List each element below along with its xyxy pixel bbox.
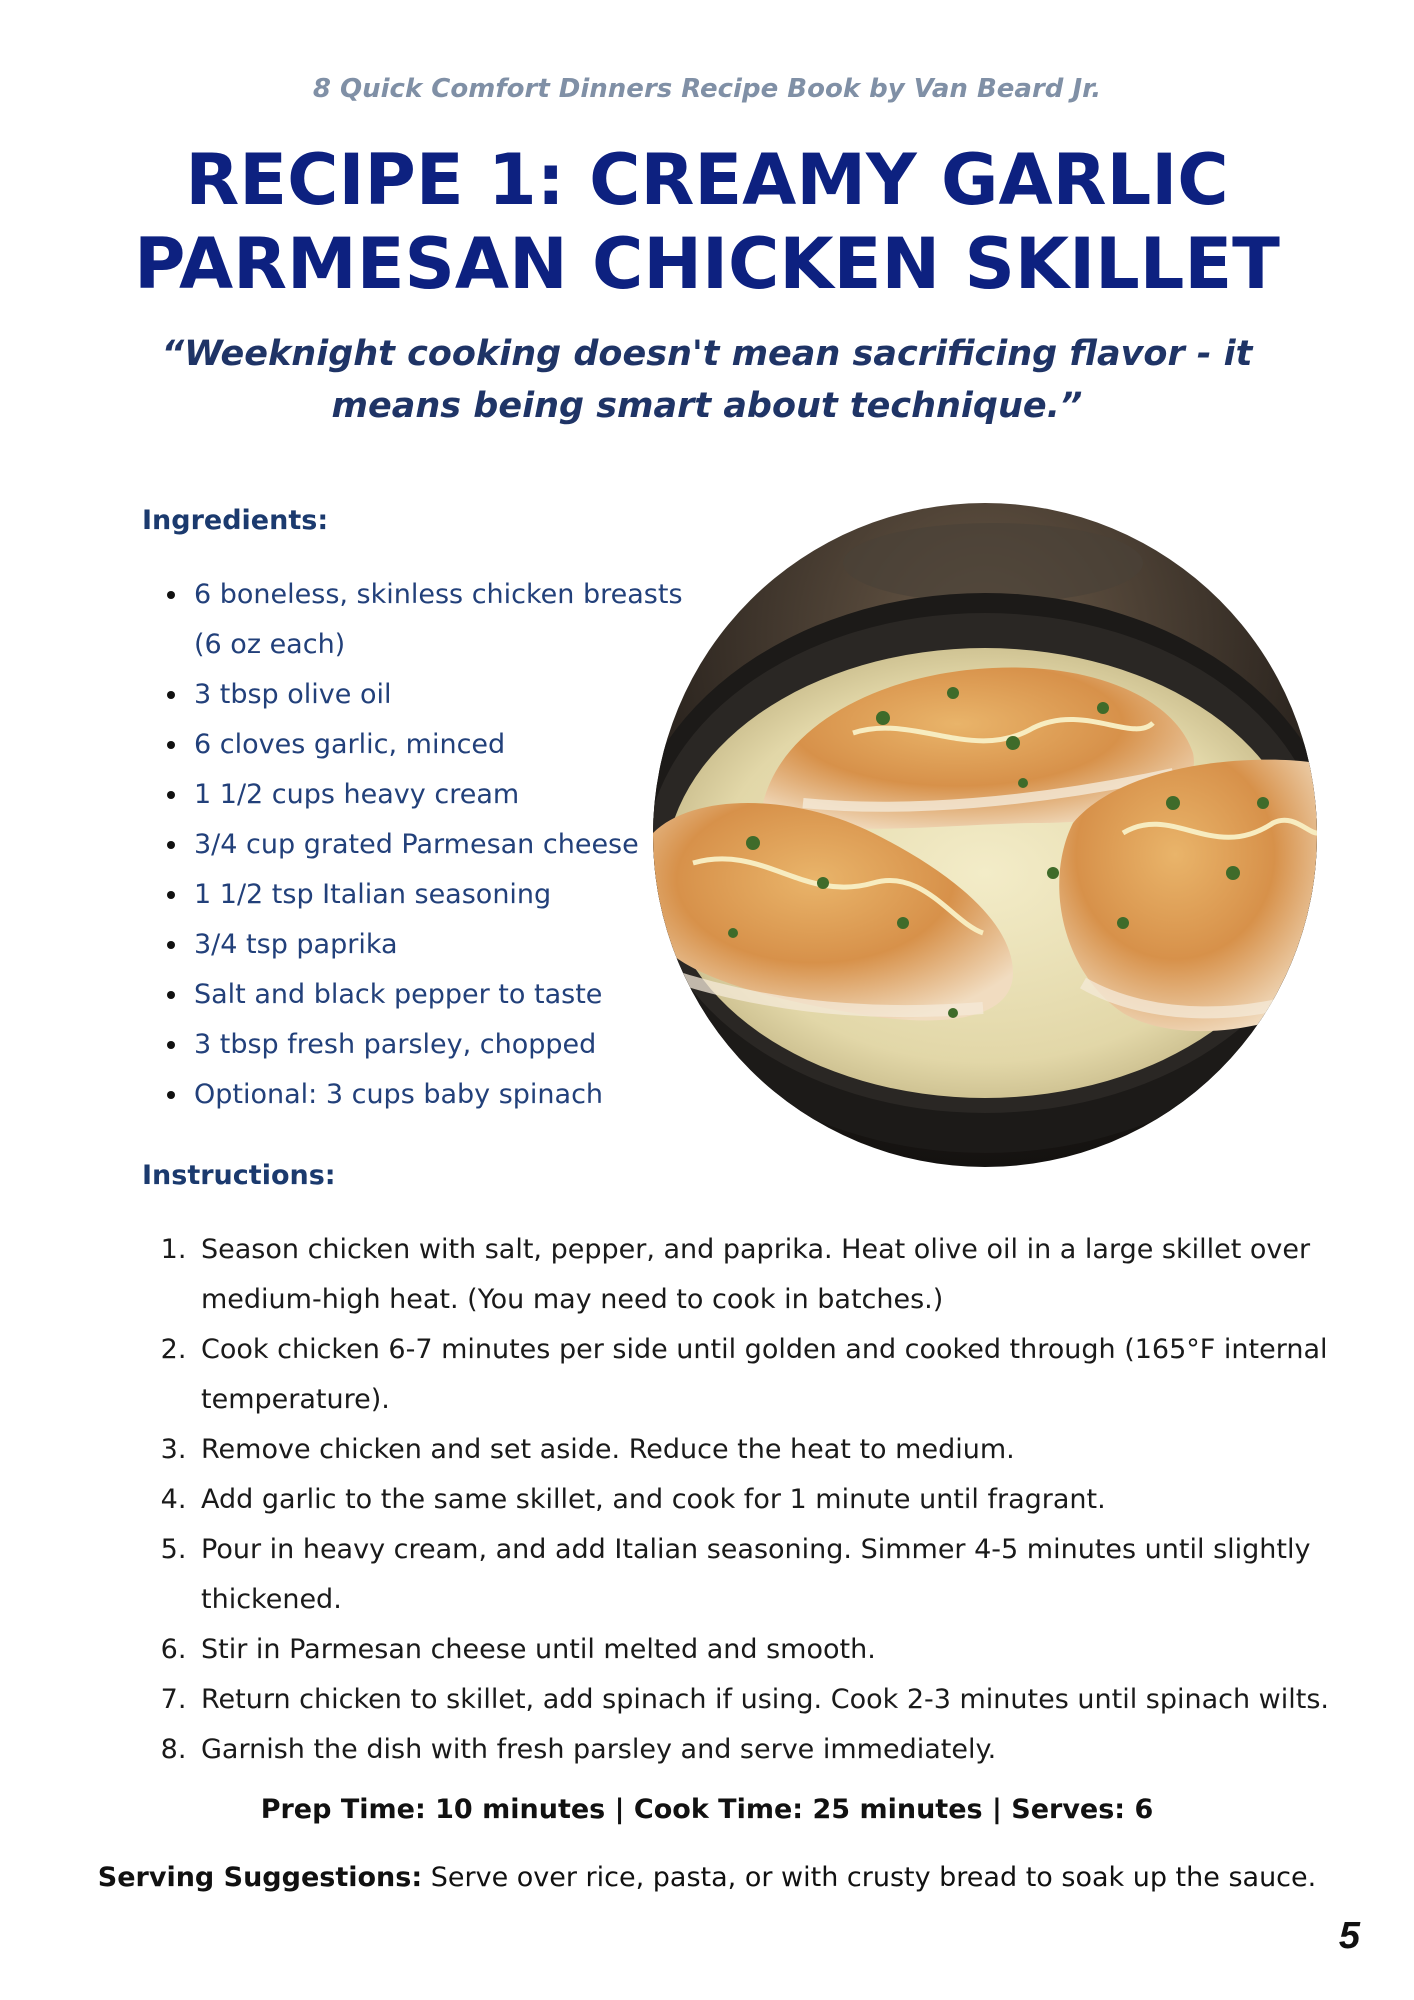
ingredient-item: • 6 cloves garlic, minced [190,720,690,770]
ingredient-item: • 3 tbsp olive oil [190,670,690,720]
recipe-title: RECIPE 1: CREAMY GARLIC PARMESAN CHICKEN SKILLET [134,139,1280,305]
instruction-step: 7. Return chicken to skillet, add spinach if using. Cook 2-3 minutes until spinach wilts. [195,1675,1395,1725]
page-number: 5 [1338,1915,1360,1957]
ingredient-item: • 3/4 tsp paprika [190,920,690,970]
serving-text: Serve over rice, pasta, or with crusty bread to soak up the sauce. [422,1862,1317,1893]
instruction-step: 3. Remove chicken and set aside. Reduce the heat to medium. [195,1425,1395,1475]
time-summary: Prep Time: 10 minutes | Cook Time: 25 minutes | Serves: 6 [260,1794,1154,1825]
book-title: 8 Quick Comfort Dinners Recipe Book by Van Beard Jr. [312,74,1102,104]
ingredient-item: • 6 boneless, skinless chicken breasts (6 oz each) [190,570,690,670]
instruction-step: 8. Garnish the dish with fresh parsley and serve immediately. [195,1725,1395,1775]
instruction-step: 6. Stir in Parmesan cheese until melted and smooth. [195,1625,1395,1675]
instructions-heading: Instructions: [142,1160,336,1191]
ingredients-list [150,570,690,1120]
chicken-skillet-photo [653,503,1317,1167]
instruction-step: 5. Pour in heavy cream, and add Italian seasoning. Simmer 4-5 minutes until slightly thickened. [195,1525,1395,1625]
serving-label: Serving Suggestions: [97,1862,423,1893]
serving-suggestions [0,1862,1414,1893]
instruction-step: 1. Season chicken with salt, pepper, and paprika. Heat olive oil in a large skillet over medium-high heat. (You may need to cook in batches.) [195,1225,1395,1325]
ingredients-heading: Ingredients: [142,505,329,536]
ingredient-item: • 3/4 cup grated Parmesan cheese [190,820,690,870]
instructions-list [155,1225,1395,1775]
instruction-step: 2. Cook chicken 6-7 minutes per side until golden and cooked through (165°F internal temperature). [195,1325,1395,1425]
ingredient-item: • 3 tbsp fresh parsley, chopped [190,1020,690,1070]
instruction-step: 4. Add garlic to the same skillet, and cook for 1 minute until fragrant. [195,1475,1395,1525]
ingredient-item: • 1 1/2 cups heavy cream [190,770,690,820]
ingredient-item: • Salt and black pepper to taste [190,970,690,1020]
ingredient-item: • Optional: 3 cups baby spinach [190,1070,690,1120]
recipe-quote: “Weeknight cooking doesn't mean sacrificing flavor - it means being smart about technique.” [161,334,1253,426]
ingredient-item: • 1 1/2 tsp Italian seasoning [190,870,690,920]
